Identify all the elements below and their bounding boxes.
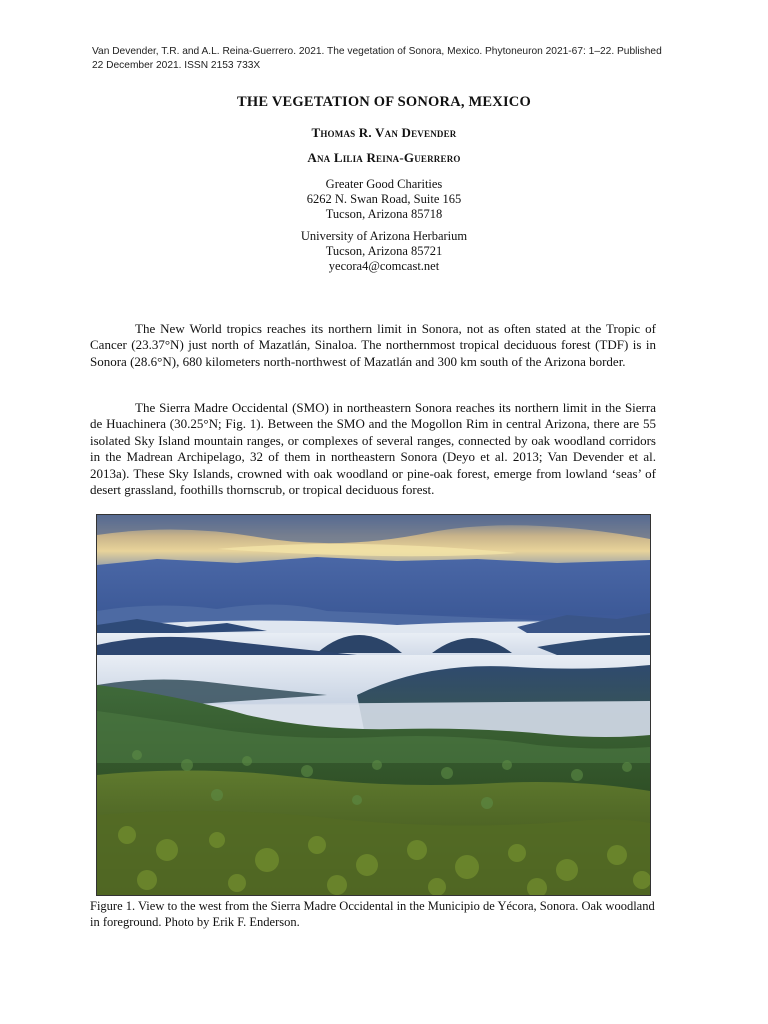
author-email: yecora4@comcast.net [328, 259, 440, 273]
author-1: Thomas R. Van Devender [311, 125, 457, 140]
landscape-photo-illustration [97, 515, 650, 895]
affiliation-1-line-1: Greater Good Charities [325, 177, 443, 191]
affiliation-1-line-3: Tucson, Arizona 85718 [325, 207, 443, 221]
affiliation-2-line-1: University of Arizona Herbarium [300, 229, 468, 243]
affiliation-2 [0, 229, 768, 274]
affiliation-2-line-2: Tucson, Arizona 85721 [325, 244, 443, 258]
figure-1-photo [96, 514, 651, 896]
body-paragraph-2: The Sierra Madre Occidental (SMO) in northeastern Sonora reaches its northern limit in the Sierra de Huachinera (30.25°N; Fig. 1). Between the SMO and the Mogollon Rim in central Arizona, there are 55 isolated Sky Island mountain ranges, or complexes of several ranges, connected by oak woodland corridors in the Madrean Archipelago, 32 of them in northeastern Sonora (Deyo et al. 2013; Van Devender et al. 2013a). These Sky Islands, crowned with oak woodland or pine-oak forest, emerge from lowland ‘seas’ of desert grassland, foothills thornscrub, or tropical deciduous forest. [90, 400, 656, 498]
figure-1-caption: Figure 1. View to the west from the Sierra Madre Occidental in the Municipio de Yécora, Sonora. Oak woodland in foreground. Photo by Erik F. Enderson. [90, 899, 655, 929]
author-2: Ana Lilia Reina-Guerrero [307, 150, 461, 165]
body-paragraph-1: The New World tropics reaches its northern limit in Sonora, not as often stated at the Tropic of Cancer (23.37°N) just north of Mazatlán, Sinaloa. The northernmost tropical deciduous forest (TDF) is in Sonora (28.6°N), 680 kilometers north-northwest of Mazatlán and 300 km south of the Arizona border. [90, 321, 656, 369]
citation-header: Van Devender, T.R. and A.L. Reina-Guerrero. 2021. The vegetation of Sonora, Mexico. Phytoneuron 2021-67: 1–22. Published 22 December 2021. ISSN 2153 733X [92, 46, 662, 71]
affiliation-1 [0, 177, 768, 222]
affiliation-1-line-2: 6262 N. Swan Road, Suite 165 [306, 192, 462, 206]
article-title: THE VEGETATION OF SONORA, MEXICO [237, 94, 531, 110]
